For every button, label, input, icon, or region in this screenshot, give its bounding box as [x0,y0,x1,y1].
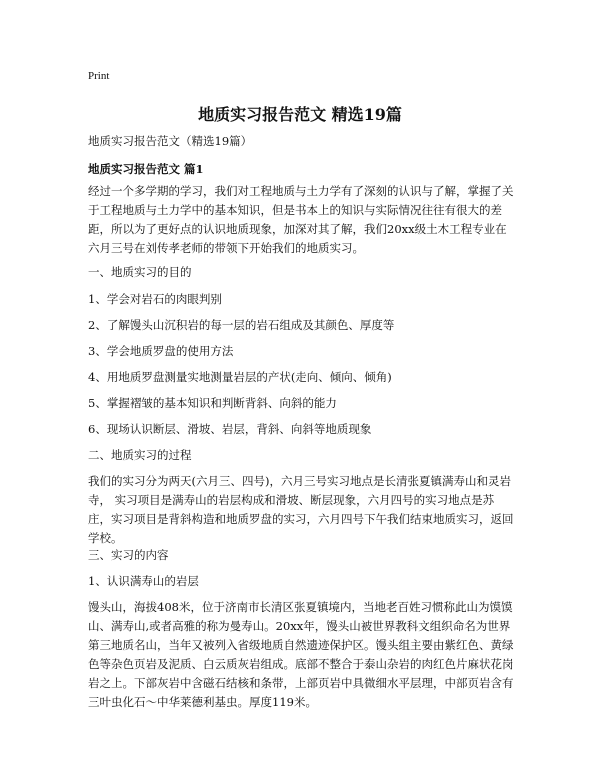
purpose-item-3: 3、学会地质罗盘的使用方法 [88,344,234,358]
document-subtitle: 地质实习报告范文（精选19篇） [88,134,253,148]
section-heading: 地质实习报告范文 篇1 [88,162,204,176]
purpose-item-5: 5、掌握褶皱的基本知识和判断背斜、向斜的能力 [88,396,337,410]
heading-content: 三、实习的内容 [88,548,169,562]
content-item-1: 1、认识满寿山的岩层 [88,574,199,588]
purpose-item-1: 1、学会对岩石的肉眼判别 [88,292,222,306]
content-paragraph: 馒头山，海拔408米，位于济南市长清区张夏镇境内，当地老百姓习惯称此山为馍馍山、满寿山,或者高雅的称为曼寿山。20xx年，馒头山被世界教科文组织命名为世界第三地质名山，当年又被列入省级地质自然遗迹保护区。馒头组主要由紫红色、黄绿色等杂色页岩及泥质、白云质灰岩组成。底部不整合于泰山杂岩的肉红色片麻状花岗岩之上。下部灰岩中含磁石结核和条带，上部页岩中具微细水平层理，中部页岩含有三叶虫化石～中华莱德利基虫。厚度119米。 [88,600,514,709]
purpose-item-2: 2、了解馒头山沉积岩的每一层的岩石组成及其颜色、厚度等 [88,318,395,332]
process-paragraph: 我们的实习分为两天(六月三、四号)，六月三号实习地点是长清张夏镇满寿山和灵岩寺， 实习项目是满寿山的岩层构成和滑坡、断层现象，六月四号的实习地点是苏庄，实习项目是背斜构造和地质罗盘的实习，六月四号下午我们结束地质实习，返回学校。 [88,474,514,545]
heading-purpose: 一、地质实习的目的 [88,265,192,279]
purpose-item-6: 6、现场认识断层、滑坡、岩层，背斜、向斜等地质现象 [88,422,372,436]
page-title: 地质实习报告范文 精选19篇 [198,105,402,124]
intro-paragraph: 经过一个多学期的学习，我们对工程地质与土力学有了深刻的认识与了解，掌握了关于工程地质与土力学中的基本知识，但是书本上的知识与实际情况往往有很大的差距，所以为了更好点的认识地质现象，加深对其了解，我们20xx级土木工程专业在六月三号在刘传孝老师的带领下开始我们的地质实习。 [88,184,514,255]
heading-process: 二、地质实习的过程 [88,448,192,462]
purpose-item-4: 4、用地质罗盘测量实地测量岩层的产状(走向、倾向、倾角) [88,370,392,384]
print-label[interactable]: Print [88,70,110,82]
